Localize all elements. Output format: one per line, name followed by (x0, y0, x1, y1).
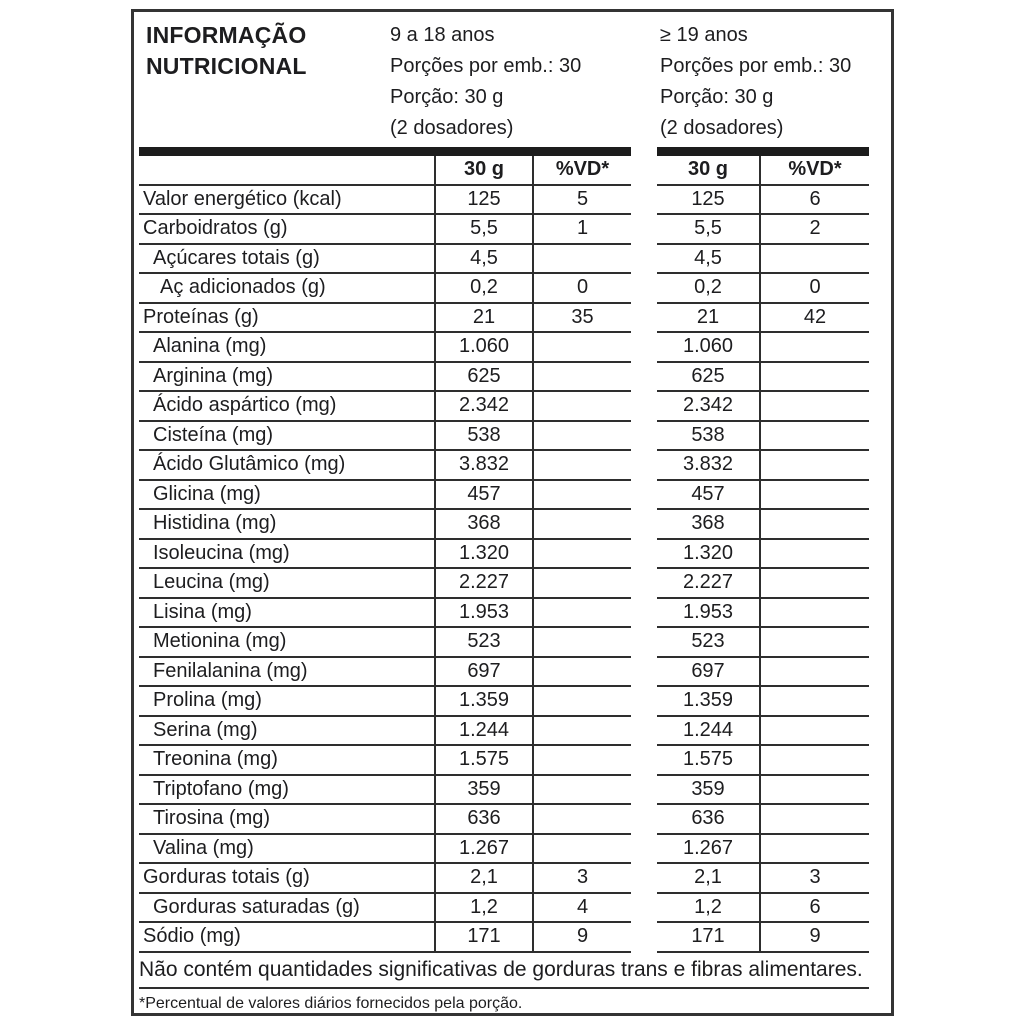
column-gap (631, 569, 657, 599)
dv-9-18 (532, 746, 631, 776)
amount-19plus: 1.267 (657, 835, 759, 865)
table-row (139, 599, 869, 629)
table-row (139, 746, 869, 776)
dv-9-18: 1 (532, 215, 631, 245)
column-gap (631, 658, 657, 688)
nutrient-label: Carboidratos (g) (139, 215, 434, 245)
amount-9-18: 5,5 (434, 215, 532, 245)
dv-19plus (759, 540, 869, 570)
table-row (139, 776, 869, 806)
dv-19plus (759, 451, 869, 481)
table-row (139, 540, 869, 570)
amount-9-18: 3.832 (434, 451, 532, 481)
amount-19plus: 4,5 (657, 245, 759, 275)
amount-19plus: 523 (657, 628, 759, 658)
table-row (139, 805, 869, 835)
dv-9-18: 4 (532, 894, 631, 924)
dv-9-18 (532, 776, 631, 806)
column-gap (631, 156, 657, 186)
dv-9-18 (532, 805, 631, 835)
amount-9-18: 523 (434, 628, 532, 658)
nutrient-label: Valor energético (kcal) (139, 186, 434, 216)
amount-19plus: 21 (657, 304, 759, 334)
scoops-19plus: (2 dosadores) (660, 117, 784, 139)
column-gap (631, 186, 657, 216)
amount-9-18: 0,2 (434, 274, 532, 304)
top-bar-right-segment (657, 147, 869, 156)
dv-19plus (759, 687, 869, 717)
column-gap (631, 628, 657, 658)
amount-19plus: 1,2 (657, 894, 759, 924)
dv-19plus (759, 363, 869, 393)
amount-19plus: 1.953 (657, 599, 759, 629)
nutrient-label: Isoleucina (mg) (139, 540, 434, 570)
amount-9-18: 1.060 (434, 333, 532, 363)
amount-9-18: 1.575 (434, 746, 532, 776)
dv-9-18: 9 (532, 923, 631, 953)
dv-19plus: 9 (759, 923, 869, 953)
column-gap (631, 333, 657, 363)
amount-19plus: 5,5 (657, 215, 759, 245)
amount-9-18: 2,1 (434, 864, 532, 894)
amount-19plus: 538 (657, 422, 759, 452)
column-gap (631, 274, 657, 304)
dv-19plus: 2 (759, 215, 869, 245)
amount-19plus: 2.342 (657, 392, 759, 422)
nutrient-label: Lisina (mg) (139, 599, 434, 629)
amount-19plus: 171 (657, 923, 759, 953)
amount-19plus: 125 (657, 186, 759, 216)
dv-19plus (759, 245, 869, 275)
column-gap (631, 245, 657, 275)
nutrient-label: Tirosina (mg) (139, 805, 434, 835)
amount-header-9-18: 30 g (434, 156, 532, 186)
table-row (139, 569, 869, 599)
amount-19plus: 3.832 (657, 451, 759, 481)
dv-19plus (759, 333, 869, 363)
age-range-9-18: 9 a 18 anos (390, 24, 495, 46)
portion-size-19plus: Porção: 30 g (660, 86, 774, 108)
nutrient-label: Gorduras saturadas (g) (139, 894, 434, 924)
table-row (139, 392, 869, 422)
dv-9-18 (532, 363, 631, 393)
dv-9-18 (532, 687, 631, 717)
table-row (139, 363, 869, 393)
nutrient-label: Prolina (mg) (139, 687, 434, 717)
top-bar-left-segment (139, 147, 631, 156)
amount-19plus: 0,2 (657, 274, 759, 304)
table-row (139, 274, 869, 304)
column-gap (631, 392, 657, 422)
nutrient-label: Sódio (mg) (139, 923, 434, 953)
dv-header-19plus: %VD* (759, 156, 869, 186)
dv-9-18: 5 (532, 186, 631, 216)
table-row (139, 451, 869, 481)
column-gap (631, 923, 657, 953)
column-gap (631, 687, 657, 717)
table-row (139, 422, 869, 452)
amount-9-18: 171 (434, 923, 532, 953)
column-gap (631, 304, 657, 334)
amount-19plus: 2,1 (657, 864, 759, 894)
table-row (139, 717, 869, 747)
column-gap (631, 451, 657, 481)
amount-9-18: 4,5 (434, 245, 532, 275)
amount-19plus: 359 (657, 776, 759, 806)
column-gap (631, 835, 657, 865)
amount-19plus: 1.060 (657, 333, 759, 363)
dv-19plus (759, 805, 869, 835)
table-row (139, 628, 869, 658)
dv-9-18 (532, 333, 631, 363)
amount-9-18: 359 (434, 776, 532, 806)
dv-9-18: 35 (532, 304, 631, 334)
amount-19plus: 625 (657, 363, 759, 393)
amount-9-18: 457 (434, 481, 532, 511)
table-row (139, 215, 869, 245)
servings-per-pack-9-18: Porções por emb.: 30 (390, 55, 582, 77)
amount-19plus: 1.320 (657, 540, 759, 570)
table-row (139, 481, 869, 511)
amount-9-18: 2.342 (434, 392, 532, 422)
age-range-19plus: ≥ 19 anos (660, 24, 748, 46)
amount-9-18: 21 (434, 304, 532, 334)
dv-19plus: 3 (759, 864, 869, 894)
dv-19plus (759, 599, 869, 629)
column-gap (631, 805, 657, 835)
nutrient-label: Arginina (mg) (139, 363, 434, 393)
table-row (139, 658, 869, 688)
nutrient-label: Ácido aspártico (mg) (139, 392, 434, 422)
amount-9-18: 625 (434, 363, 532, 393)
table-row (139, 186, 869, 216)
column-gap (631, 599, 657, 629)
table-row (139, 894, 869, 924)
nutrient-label: Metionina (mg) (139, 628, 434, 658)
dv-9-18 (532, 658, 631, 688)
amount-9-18: 538 (434, 422, 532, 452)
column-gap (631, 215, 657, 245)
column-gap (631, 540, 657, 570)
dv-19plus (759, 628, 869, 658)
dv-9-18 (532, 717, 631, 747)
dv-19plus: 6 (759, 894, 869, 924)
nutrition-table (139, 147, 869, 1016)
column-gap (631, 746, 657, 776)
nutrient-label: Glicina (mg) (139, 481, 434, 511)
dv-9-18 (532, 540, 631, 570)
scoops-9-18: (2 dosadores) (390, 117, 514, 139)
nutrient-label: Valina (mg) (139, 835, 434, 865)
table-row (139, 835, 869, 865)
dv-19plus: 6 (759, 186, 869, 216)
nutrient-label: Aç adicionados (g) (139, 274, 434, 304)
dv-19plus (759, 569, 869, 599)
amount-19plus: 636 (657, 805, 759, 835)
table-row (139, 864, 869, 894)
nutrient-label: Açúcares totais (g) (139, 245, 434, 275)
label-title: INFORMAÇÃO NUTRICIONAL (146, 22, 307, 79)
column-gap (631, 776, 657, 806)
amount-9-18: 697 (434, 658, 532, 688)
amount-19plus: 697 (657, 658, 759, 688)
table-top-bar (139, 147, 869, 156)
header-label-spacer (139, 156, 434, 186)
column-gap (631, 894, 657, 924)
dv-19plus (759, 835, 869, 865)
amount-19plus: 1.244 (657, 717, 759, 747)
daily-values-footnote: *Percentual de valores diários fornecidos pela porção. (139, 994, 523, 1012)
amount-19plus: 1.359 (657, 687, 759, 717)
group-header-19plus (660, 20, 851, 144)
amount-9-18: 125 (434, 186, 532, 216)
nutrient-label: Ácido Glutâmico (mg) (139, 451, 434, 481)
portion-size-9-18: Porção: 30 g (390, 86, 504, 108)
nutrient-label: Serina (mg) (139, 717, 434, 747)
amount-9-18: 1.244 (434, 717, 532, 747)
amount-9-18: 1.359 (434, 687, 532, 717)
amount-19plus: 457 (657, 481, 759, 511)
servings-per-pack-19plus: Porções por emb.: 30 (660, 55, 852, 77)
dv-9-18: 0 (532, 274, 631, 304)
amount-9-18: 1.320 (434, 540, 532, 570)
amount-19plus: 2.227 (657, 569, 759, 599)
nutrition-label-sheet (131, 9, 894, 1016)
column-gap (631, 717, 657, 747)
nutrient-label: Treonina (mg) (139, 746, 434, 776)
dv-19plus: 42 (759, 304, 869, 334)
table-row (139, 304, 869, 334)
group-header-9-18 (390, 20, 581, 144)
dv-9-18 (532, 392, 631, 422)
dv-9-18: 3 (532, 864, 631, 894)
column-header-row (139, 156, 869, 186)
dv-9-18 (532, 569, 631, 599)
nutrient-label: Triptofano (mg) (139, 776, 434, 806)
table-row (139, 923, 869, 953)
amount-9-18: 2.227 (434, 569, 532, 599)
dv-19plus (759, 717, 869, 747)
column-gap (631, 510, 657, 540)
table-row (139, 510, 869, 540)
nutrient-label: Alanina (mg) (139, 333, 434, 363)
nutrient-label: Histidina (mg) (139, 510, 434, 540)
dv-19plus (759, 746, 869, 776)
amount-19plus: 368 (657, 510, 759, 540)
dv-header-9-18: %VD* (532, 156, 631, 186)
dv-9-18 (532, 835, 631, 865)
amount-header-19plus: 30 g (657, 156, 759, 186)
nutrient-label: Cisteína (mg) (139, 422, 434, 452)
table-row (139, 687, 869, 717)
nutrient-label: Fenilalanina (mg) (139, 658, 434, 688)
amount-9-18: 1.953 (434, 599, 532, 629)
dv-19plus (759, 510, 869, 540)
dv-9-18 (532, 422, 631, 452)
table-row (139, 333, 869, 363)
dv-9-18 (532, 451, 631, 481)
column-gap (631, 864, 657, 894)
nutrient-label: Gorduras totais (g) (139, 864, 434, 894)
no-significant-amounts-note: Não contém quantidades significativas de gorduras trans e fibras alimentares. (139, 953, 869, 989)
dv-9-18 (532, 628, 631, 658)
dv-9-18 (532, 481, 631, 511)
amount-9-18: 1,2 (434, 894, 532, 924)
column-gap (631, 481, 657, 511)
dv-19plus (759, 392, 869, 422)
dv-19plus (759, 776, 869, 806)
table-row (139, 245, 869, 275)
amount-9-18: 1.267 (434, 835, 532, 865)
amount-9-18: 636 (434, 805, 532, 835)
dv-19plus (759, 481, 869, 511)
amount-19plus: 1.575 (657, 746, 759, 776)
dv-19plus: 0 (759, 274, 869, 304)
column-gap (631, 363, 657, 393)
nutrient-label: Leucina (mg) (139, 569, 434, 599)
dv-19plus (759, 422, 869, 452)
amount-9-18: 368 (434, 510, 532, 540)
column-gap (631, 422, 657, 452)
dv-19plus (759, 658, 869, 688)
dv-9-18 (532, 510, 631, 540)
table-rows (139, 186, 869, 953)
dv-9-18 (532, 245, 631, 275)
dv-9-18 (532, 599, 631, 629)
nutrient-label: Proteínas (g) (139, 304, 434, 334)
